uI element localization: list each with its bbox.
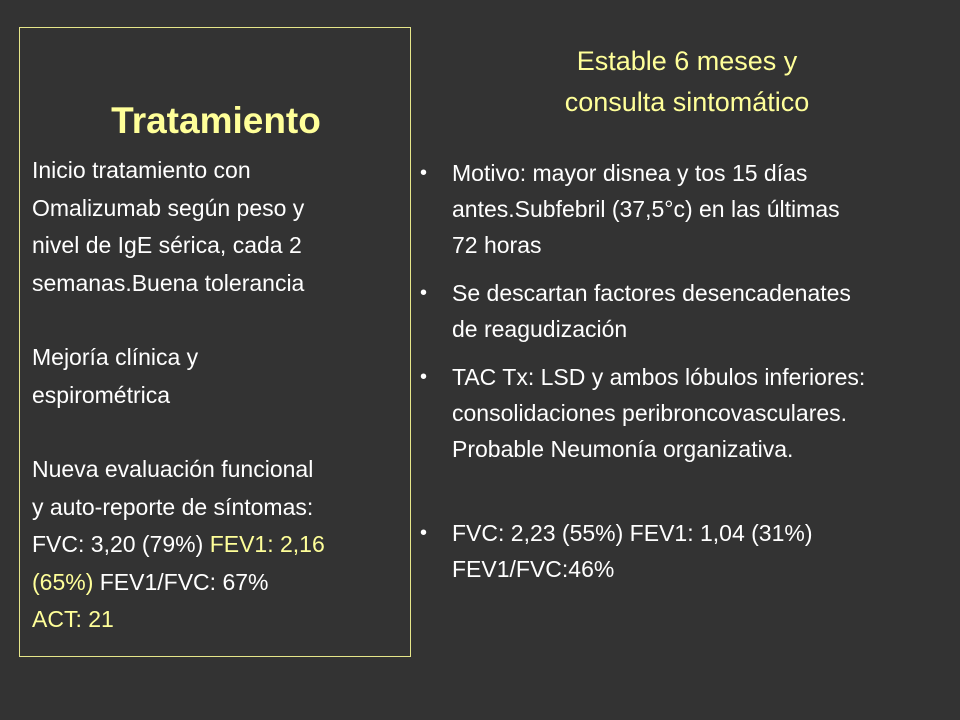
improvement-line: Mejoría clínica y [32, 344, 199, 370]
spirometry-line [32, 564, 404, 602]
list-item-text: FVC: 2,23 (55%) FEV1: 1,04 (31%) FEV1/FVC:46% [452, 520, 813, 582]
treatment-panel [19, 27, 411, 657]
treatment-line: semanas.Buena tolerancia [32, 269, 305, 296]
bullet-icon: • [420, 282, 428, 304]
treatment-line: nivel de IgE sérica, cada 2 [32, 232, 302, 258]
right-heading-line: consulta sintomático [564, 87, 810, 117]
paragraph-gap [32, 414, 404, 451]
paragraph-gap [32, 302, 404, 339]
list-item [412, 515, 960, 587]
fev1fvc-value: FEV1/FVC: 67% [93, 568, 269, 595]
right-heading [452, 41, 922, 123]
treatment-title: Tratamiento [111, 100, 321, 141]
bullet-icon: • [420, 366, 428, 388]
treatment-line: Omalizumab según peso y [32, 194, 305, 221]
list-item [412, 275, 960, 347]
right-heading-line: Estable 6 meses y [576, 46, 798, 76]
act-score: ACT: 21 [32, 606, 114, 632]
evaluation-line: y auto-reporte de síntomas: [32, 493, 314, 520]
list-item [412, 155, 960, 263]
findings-list [412, 155, 960, 587]
fev1-value: FEV1: 2,16 [209, 531, 325, 557]
treatment-line: Inicio tratamiento con [32, 157, 251, 183]
list-item-text: Se descartan factores desencadenates de reagudización [452, 280, 851, 342]
bullet-icon: • [420, 522, 428, 544]
evaluation-line: Nueva evaluación funcional [32, 456, 314, 482]
spirometry-line [32, 526, 404, 564]
list-item-text: Motivo: mayor disnea y tos 15 días antes.Subfebril (37,5°c) en las últimas 72 horas [452, 160, 840, 258]
list-item [412, 359, 960, 467]
treatment-body [32, 152, 404, 639]
fvc-value: FVC: 3,20 (79%) [32, 531, 210, 557]
list-item-text: TAC Tx: LSD y ambos lóbulos inferiores: consolidaciones peribroncovasculares. Probable Neumonía organizativa. [452, 364, 866, 462]
fev1-percent: (65%) [32, 568, 94, 595]
bullet-icon: • [420, 162, 428, 184]
improvement-line: espirométrica [32, 381, 171, 408]
